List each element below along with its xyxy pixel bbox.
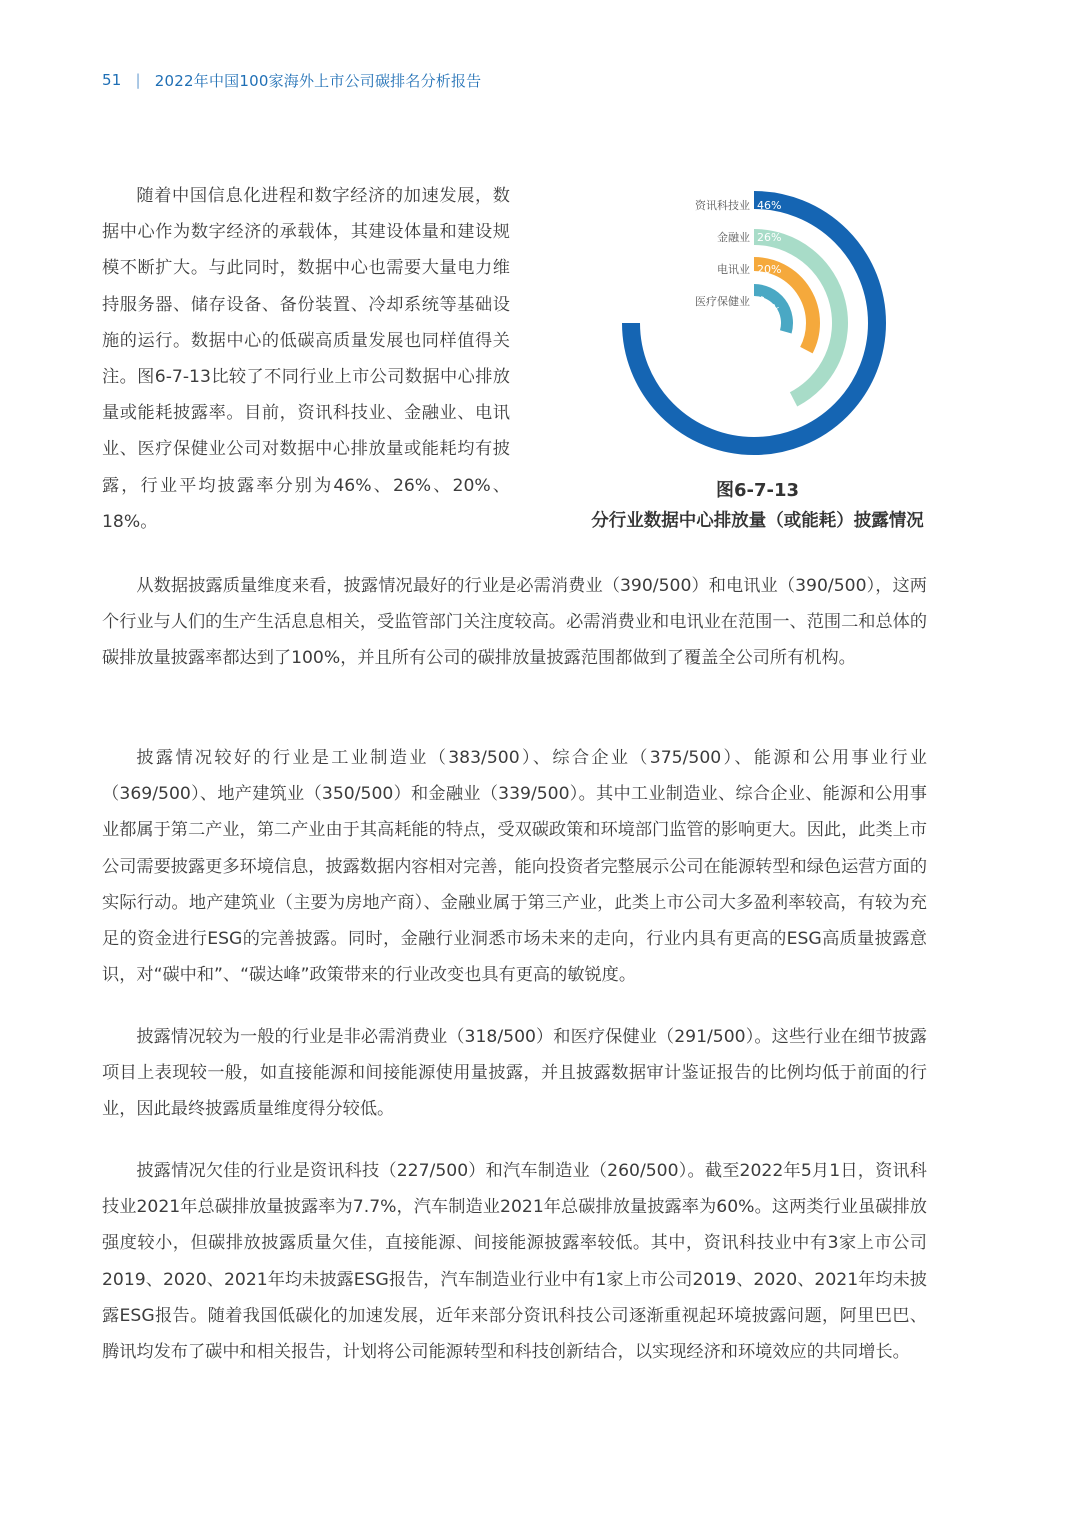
body-paragraph-1: 从数据披露质量维度来看，披露情况最好的行业是必需消费业（390/500）和电讯业（390/500），这两个行业与人们的生产生活息息相关，受监管部门关注度较高。必需消费业和电讯业在范围一、范围二和总体的碳排放量披露率都达到了100%，并且所有公司的碳排放量披露范围都做到了覆盖全公司所有机构。 [102, 576, 928, 669]
category-label-3: 电讯业 [717, 263, 750, 276]
body-paragraph-2: 披露情况较好的行业是工业制造业（383/500）、综合企业（375/500）、能源和公用事业行业（369/500）、地产建筑业（350/500）和金融业（339/500）。其中工业制造业、综合企业、能源和公用事业都属于第二产业，第二产业由于其高耗能的特点，受双碳政策和环境部门监管的影响更大。因此，此类上市公司需要披露更多环境信息，披露数据内容相对完善，能向投资者完整展示公司在能源转型和绿色运营方面的实际行动。地产建筑业（主要为房地产商）、金融业属于第三产业，此类上市公司大多盈利率较高，有较为充足的资金进行ESG的完善披露。同时，金融行业洞悉市场未来的走向，行业内具有更高的ESG高质量披露意识，对“碳中和”、“碳达峰”政策带来的行业改变也具有更高的敏锐度。 [102, 748, 928, 986]
chart-svg [570, 180, 980, 480]
intro-paragraph: 随着中国信息化进程和数字经济的加速发展，数据中心作为数字经济的承载体，其建设体量和建设规模不断扩大。与此同时，数据中心也需要大量电力维持服务器、储存设备、备份装置、冷却系统等基础设施的运行。数据中心的低碳高质量发展也同样值得关注。图6-7-13比较了不同行业上市公司数据中心排放量或能耗披露率。目前，资讯科技业、金融业、电讯业、医疗保健业公司对数据中心排放量或能耗均有披露，行业平均披露率分别为46%、26%、20%、18%。 [102, 186, 510, 532]
body-paragraph-3: 披露情况较为一般的行业是非必需消费业（318/500）和医疗保健业（291/500）。这些行业在细节披露项目上表现较一般，如直接能源和间接能源使用量披露，并且披露数据审计鉴证报告的比例均低于前面的行业，因此最终披露质量维度得分较低。 [102, 1027, 927, 1120]
category-label-2: 金融业 [717, 231, 750, 244]
body-paragraph-4: 披露情况欠佳的行业是资讯科技（227/500）和汽车制造业（260/500）。截至2022年5月1日，资讯科技业2021年总碳排放量披露率为7.7%，汽车制造业2021年总碳排放量披露率为60%。这两类行业虽碳排放强度较小，但碳排放披露质量欠佳，直接能源、间接能源披露率较低。其中，资讯科技业中有3家上市公司2019、2020、2021年均未披露ESG报告，汽车制造业行业中有1家上市公司2019、2020、2021年均未披露ESG报告。随着我国低碳化的加速发展，近年来部分资讯科技公司逐渐重视起环境披露问题，阿里巴巴、腾讯均发布了碳中和相关报告，计划将公司能源转型和科技创新结合，以实现经济和环境效应的共同增长。 [102, 1161, 927, 1363]
category-label-1: 资讯科技业 [695, 199, 750, 212]
page-header [102, 68, 481, 92]
category-label-4: 医疗保健业 [695, 295, 750, 308]
value-label-2: 26% [757, 231, 782, 244]
value-label-1: 46% [757, 199, 782, 212]
value-label-4: 18% [754, 293, 782, 319]
page-number: 51 [102, 71, 122, 89]
report-title: 2022年中国100家海外上市公司碳排名分析报告 [154, 71, 482, 90]
figure-number: 图6-7-13 [715, 480, 800, 501]
value-label-3: 20% [757, 263, 782, 276]
header-separator: | [135, 71, 141, 89]
figure-title: 分行业数据中心排放量（或能耗）披露情况 [591, 511, 924, 531]
